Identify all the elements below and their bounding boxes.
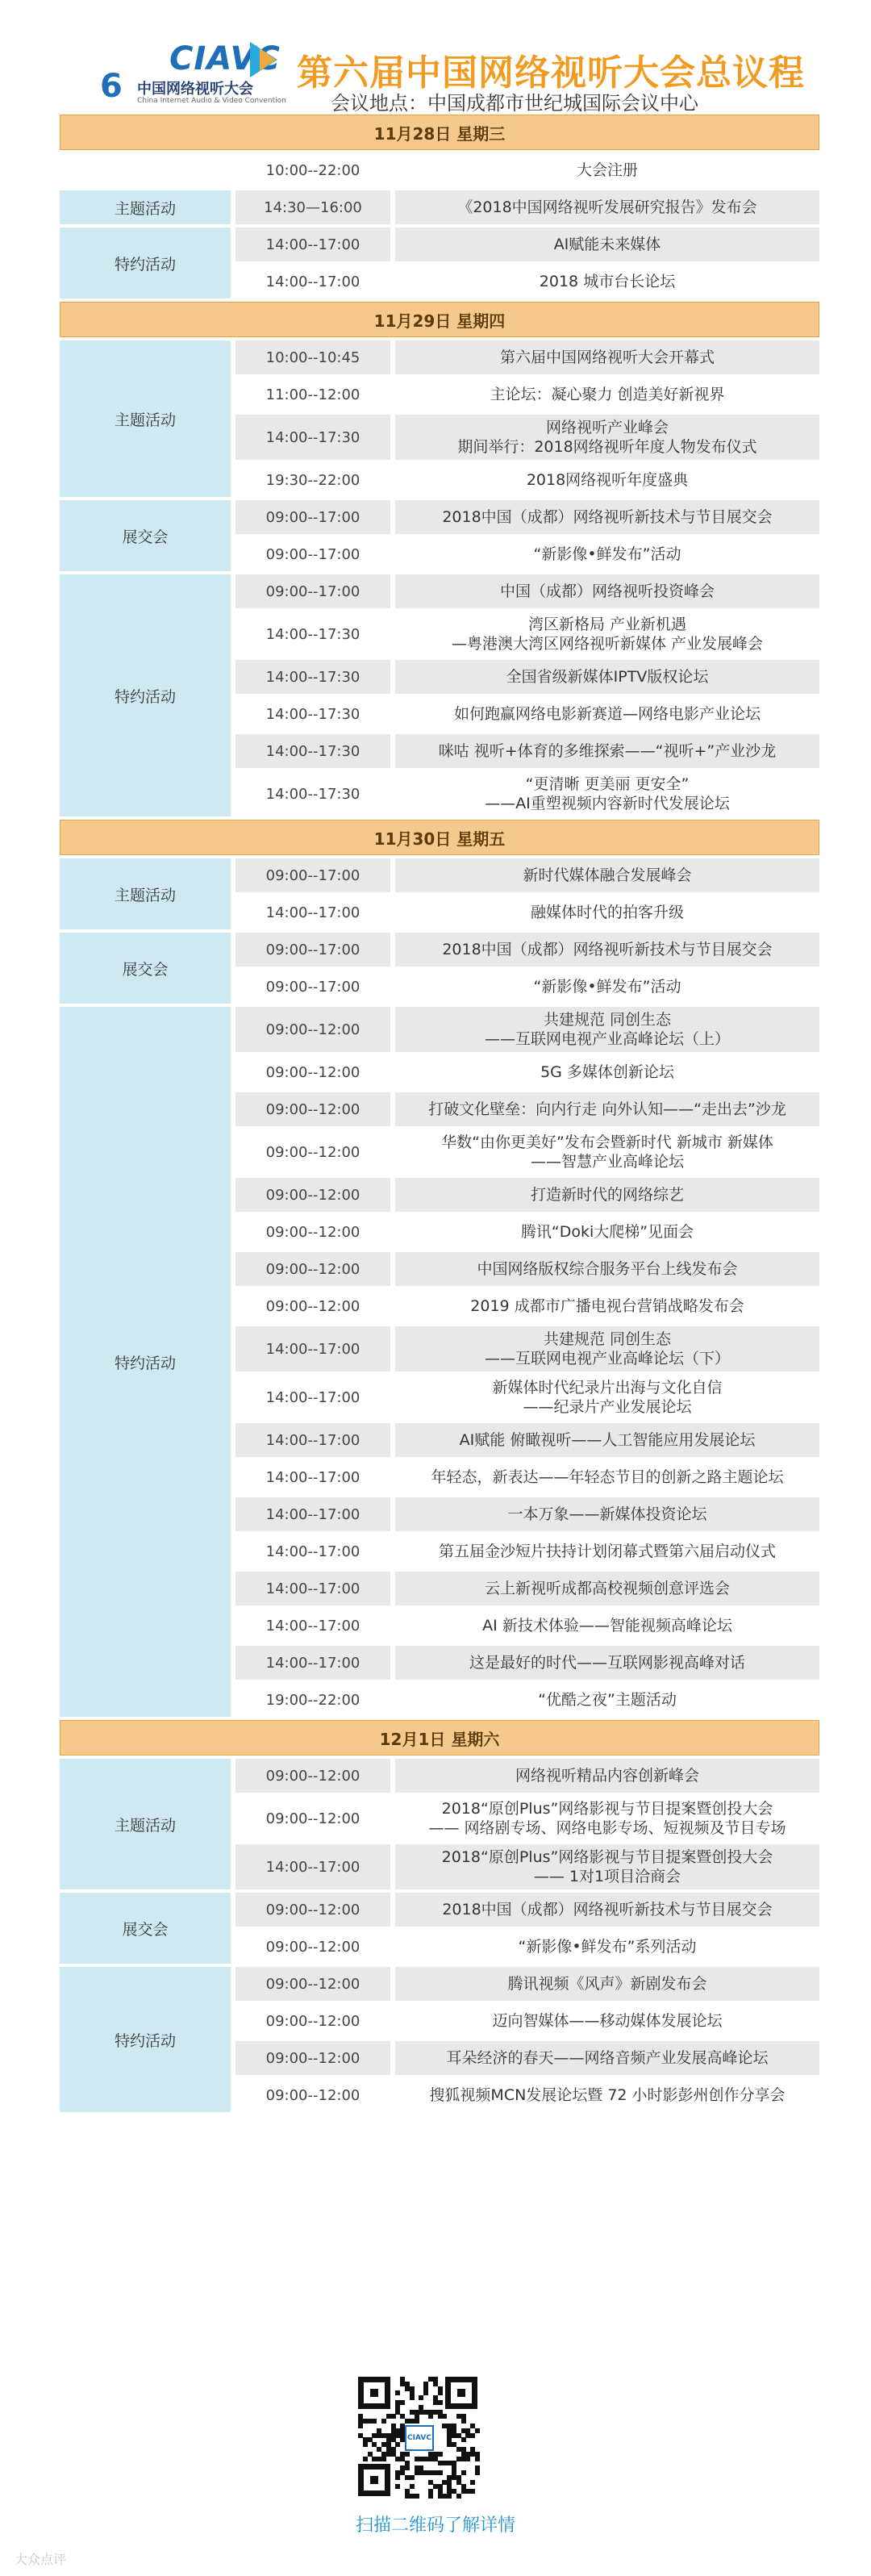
category-label: 特约活动	[60, 1007, 231, 1717]
category-group	[60, 933, 819, 1004]
session-title-line: 第五届金沙短片扶持计划闭幕式暨第六届启动仪式	[438, 1543, 776, 1560]
day-header: 11月28日 星期三	[60, 115, 819, 150]
session-title-line: 打破文化壁垒：向内行走 向外认知——“走出去”沙龙	[428, 1100, 786, 1118]
agenda-row	[235, 265, 819, 299]
session-title-line: AI赋能未来媒体	[553, 236, 661, 253]
session-time: 11:00--12:00	[235, 378, 390, 411]
qr-module	[363, 2457, 368, 2461]
category-group	[60, 153, 819, 187]
session-title-line: “优酷之夜”主题活动	[538, 1691, 677, 1709]
page-title: 第六届中国网络视听大会总议程	[297, 52, 805, 94]
category-label: 主题活动	[60, 190, 231, 224]
agenda-row	[235, 537, 819, 571]
session-title	[395, 1092, 819, 1126]
session-time: 14:00--17:00	[235, 1497, 390, 1531]
session-time: 14:00--17:00	[235, 1609, 390, 1643]
agenda-row	[235, 697, 819, 731]
agenda-row	[235, 1930, 819, 1964]
session-time: 09:00--12:00	[235, 1967, 390, 2001]
session-time: 09:00--12:00	[235, 1930, 390, 1964]
qr-module	[381, 2419, 386, 2424]
session-time: 14:00--17:30	[235, 734, 390, 768]
category-group	[60, 190, 819, 224]
watermark: 大众点评	[15, 2552, 67, 2567]
agenda-row	[235, 415, 819, 460]
qr-module	[428, 2494, 433, 2499]
session-time: 09:00--12:00	[235, 1129, 390, 1175]
qr-module	[438, 2390, 443, 2395]
session-time: 19:30--22:00	[235, 463, 390, 497]
session-title	[395, 340, 819, 374]
session-title	[395, 2004, 819, 2038]
day-header: 11月30日 星期五	[60, 820, 819, 855]
agenda-row	[235, 378, 819, 411]
session-title-line: 一本万象——新媒体投资论坛	[507, 1505, 707, 1523]
session-title	[395, 415, 819, 460]
session-time: 09:00--12:00	[235, 1252, 390, 1286]
session-title	[395, 1646, 819, 1680]
logo-brand-text: CIAVC	[169, 40, 281, 77]
agenda-row	[235, 340, 819, 374]
session-title-line: ——AI重塑视频内容新时代发展论坛	[485, 795, 730, 812]
agenda-row	[235, 2078, 819, 2112]
agenda-schedule	[60, 115, 819, 2112]
session-title-line: 第六届中国网络视听大会开幕式	[499, 349, 715, 366]
qr-module	[470, 2489, 475, 2494]
category-label: 展交会	[60, 500, 231, 571]
session-time: 14:00--17:30	[235, 771, 390, 816]
qr-module	[405, 2465, 410, 2470]
agenda-row	[235, 190, 819, 224]
session-title	[395, 1844, 819, 1889]
session-title-line: 共建规范 同创生态	[543, 1011, 672, 1029]
logo-english-name: China Internet Audio & Video Convention	[137, 97, 286, 105]
agenda-row	[235, 858, 819, 892]
session-title-line: —— 1对1项目洽商会	[533, 1868, 681, 1885]
session-time: 14:00--17:30	[235, 415, 390, 460]
session-title	[395, 1129, 819, 1175]
qr-module	[410, 2475, 415, 2480]
category-group	[60, 1893, 819, 1964]
qr-module	[461, 2419, 466, 2424]
session-title-line: “新影像•鲜发布”活动	[533, 545, 681, 563]
category-group	[60, 340, 819, 497]
day-section	[60, 302, 819, 816]
qr-module	[456, 2494, 461, 2499]
session-time: 14:00--17:00	[235, 1534, 390, 1568]
category-label: 特约活动	[60, 228, 231, 299]
session-title-line: 新媒体时代纪录片出海与文化自信	[492, 1379, 723, 1397]
qr-module	[438, 2452, 443, 2457]
venue-line: 会议地点：中国成都市世纪城国际会议中心	[331, 92, 698, 115]
session-title-line: 腾讯“Doki大爬梯”见面会	[520, 1223, 694, 1241]
agenda-row	[235, 1092, 819, 1126]
agenda-row	[235, 1534, 819, 1568]
session-time: 14:00--17:00	[235, 1460, 390, 1494]
agenda-row	[235, 1967, 819, 2001]
session-title-line: —粤港澳大湾区网络视听新媒体 产业发展峰会	[451, 635, 764, 653]
agenda-row	[235, 1215, 819, 1249]
session-title-line: 2018中国（成都）网络视听新技术与节目展交会	[442, 1901, 773, 1918]
qr-module	[438, 2400, 443, 2405]
session-title-line: 打造新时代的网络综艺	[530, 1186, 684, 1204]
session-title-line: 云上新视听成都高校视频创意评选会	[484, 1580, 730, 1597]
session-title-line: 2018中国（成都）网络视听新技术与节目展交会	[442, 941, 773, 958]
category-label: 特约活动	[60, 1967, 231, 2112]
qr-module	[358, 2424, 363, 2428]
qr-module	[442, 2414, 447, 2419]
day-section	[60, 820, 819, 1717]
category-label: 主题活动	[60, 858, 231, 929]
category-label: 主题活动	[60, 1759, 231, 1889]
session-time: 09:00--12:00	[235, 1178, 390, 1212]
session-title-line: 《2018中国网络视听发展研究报告》发布会	[457, 198, 757, 216]
session-time: 09:00--12:00	[235, 1289, 390, 1323]
session-title	[395, 153, 819, 187]
session-title	[395, 933, 819, 967]
session-title	[395, 1252, 819, 1286]
session-title	[395, 1007, 819, 1052]
qr-module	[423, 2390, 428, 2395]
day-section	[60, 115, 819, 299]
session-title-line: 2019 成都市广播电视台营销战略发布会	[470, 1297, 744, 1315]
session-title-line: 迈向智媒体——移动媒体发展论坛	[492, 2012, 723, 2030]
session-time: 09:00--12:00	[235, 1893, 390, 1927]
session-title-line: 2018 城市台长论坛	[539, 273, 676, 290]
qr-finder-pattern	[445, 2377, 477, 2409]
session-time: 09:00--12:00	[235, 2041, 390, 2075]
session-time: 10:00--10:45	[235, 340, 390, 374]
session-title-line: 2018中国（成都）网络视听新技术与节目展交会	[442, 508, 773, 526]
session-title	[395, 771, 819, 816]
qr-module	[475, 2428, 480, 2433]
session-title	[395, 896, 819, 929]
agenda-row	[235, 734, 819, 768]
session-time: 09:00--12:00	[235, 1055, 390, 1089]
qr-module	[438, 2470, 443, 2475]
category-label: 特约活动	[60, 574, 231, 816]
agenda-row	[235, 463, 819, 497]
session-title	[395, 1375, 819, 1420]
qr-module	[395, 2390, 400, 2395]
category-label	[60, 153, 231, 187]
session-title-line: 共建规范 同创生态	[543, 1330, 672, 1348]
agenda-row	[235, 1497, 819, 1531]
session-title-line: —— 网络剧专场、网络电影专场、短视频及节目专场	[428, 1819, 786, 1837]
session-title-line: 网络视听精品内容创新峰会	[515, 1767, 699, 1785]
agenda-row	[235, 1375, 819, 1420]
session-title-line: AI 新技术体验——智能视频高峰论坛	[482, 1617, 732, 1635]
qr-module	[475, 2457, 480, 2461]
session-time: 14:00--17:30	[235, 660, 390, 694]
session-title	[395, 1055, 819, 1089]
session-title	[395, 970, 819, 1004]
session-title	[395, 2078, 819, 2112]
agenda-row	[235, 970, 819, 1004]
session-time: 09:00--12:00	[235, 1007, 390, 1052]
session-title	[395, 1609, 819, 1643]
session-title-line: 这是最好的时代——互联网影视高峰对话	[469, 1654, 745, 1672]
session-title	[395, 228, 819, 261]
qr-module	[395, 2475, 400, 2480]
agenda-row	[235, 1178, 819, 1212]
session-time: 14:00--17:00	[235, 265, 390, 299]
session-title	[395, 1759, 819, 1793]
qr-module	[465, 2457, 470, 2461]
session-title	[395, 2041, 819, 2075]
session-time: 09:00--12:00	[235, 1215, 390, 1249]
session-title	[395, 1930, 819, 1964]
page-header	[0, 0, 871, 113]
session-title	[395, 1289, 819, 1323]
session-title-line: 大会注册	[576, 161, 638, 179]
session-time: 09:00--17:00	[235, 537, 390, 571]
session-title-line: 年轻态，新表达——年轻态节目的创新之路主题论坛	[431, 1468, 784, 1486]
qr-module	[400, 2400, 405, 2405]
agenda-row	[235, 153, 819, 187]
session-title	[395, 574, 819, 608]
session-title	[395, 697, 819, 731]
scan-instruction: 扫描二维码了解详情	[355, 2515, 515, 2536]
session-time: 14:00--17:00	[235, 1423, 390, 1457]
session-title	[395, 537, 819, 571]
session-title	[395, 1796, 819, 1841]
session-title	[395, 1497, 819, 1531]
agenda-row	[235, 1759, 819, 1793]
qr-module	[372, 2419, 377, 2424]
session-title-line: 融媒体时代的拍客升级	[530, 904, 684, 921]
session-title-line: 5G 多媒体创新论坛	[540, 1063, 674, 1081]
session-time: 14:00--17:30	[235, 612, 390, 657]
agenda-row	[235, 1683, 819, 1717]
qr-module	[395, 2442, 400, 2447]
session-title	[395, 1893, 819, 1927]
session-title-line: “新影像•鲜发布”系列活动	[518, 1938, 697, 1956]
session-title-line: 网络视听产业峰会	[545, 419, 669, 436]
session-title-line: 腾讯视频《风声》新剧发布会	[507, 1975, 707, 1993]
category-group	[60, 1007, 819, 1717]
session-time: 09:00--17:00	[235, 970, 390, 1004]
session-title	[395, 1178, 819, 1212]
agenda-row	[235, 1460, 819, 1494]
session-time: 09:00--17:00	[235, 500, 390, 534]
session-title-line: 咪咕 视听+体育的多维探索——“视听+”产业沙龙	[438, 742, 777, 760]
session-title-line: 期间举行：2018网络视听年度人物发布仪式	[457, 438, 757, 456]
session-time: 09:00--12:00	[235, 2004, 390, 2038]
agenda-row	[235, 612, 819, 657]
session-title	[395, 1460, 819, 1494]
qr-module	[391, 2414, 396, 2419]
session-time: 14:00--17:00	[235, 1375, 390, 1420]
session-title-line: “更清晰 更美丽 更安全”	[525, 775, 690, 793]
session-title-line: 中国（成都）网络视听投资峰会	[499, 582, 715, 600]
category-label: 展交会	[60, 1893, 231, 1964]
qr-center-logo: CIAVC	[405, 2425, 434, 2451]
category-group	[60, 228, 819, 299]
agenda-row	[235, 660, 819, 694]
agenda-row	[235, 771, 819, 816]
session-time: 09:00--12:00	[235, 1796, 390, 1841]
day-header: 11月29日 星期四	[60, 302, 819, 337]
session-time: 09:00--17:00	[235, 574, 390, 608]
day-header: 12月1日 星期六	[60, 1720, 819, 1756]
qr-module	[461, 2437, 466, 2442]
session-title-line: 华数“由你更美好”发布会暨新时代 新城市 新媒体	[441, 1134, 773, 1151]
session-time: 19:00--22:00	[235, 1683, 390, 1717]
category-group	[60, 1759, 819, 1889]
session-time: 14:00--17:00	[235, 1646, 390, 1680]
agenda-row	[235, 1129, 819, 1175]
qr-module	[475, 2470, 480, 2475]
agenda-row	[235, 2041, 819, 2075]
session-time: 14:00--17:00	[235, 1844, 390, 1889]
agenda-row	[235, 1893, 819, 1927]
agenda-row	[235, 1289, 819, 1323]
session-title-line: ——纪录片产业发展论坛	[523, 1398, 692, 1416]
agenda-row	[235, 933, 819, 967]
qr-finder-pattern	[358, 2464, 390, 2496]
session-time: 14:00--17:30	[235, 697, 390, 731]
category-group	[60, 1967, 819, 2112]
category-group	[60, 858, 819, 929]
qr-module	[415, 2419, 419, 2424]
day-section	[60, 1720, 819, 2112]
session-title	[395, 1683, 819, 1717]
session-time: 14:30—16:00	[235, 190, 390, 224]
session-title-line: 耳朵经济的春天——网络音频产业发展高峰论坛	[446, 2049, 769, 2067]
session-title-line: 2018“原创Plus”网络影视与节目提案暨创投大会	[441, 1800, 773, 1818]
session-title-line: ——互联网电视产业高峰论坛（下）	[484, 1350, 730, 1367]
session-title-line: 2018“原创Plus”网络影视与节目提案暨创投大会	[441, 1848, 773, 1866]
session-title-line: 2018网络视听年度盛典	[526, 471, 689, 489]
agenda-row	[235, 1055, 819, 1089]
agenda-row	[235, 500, 819, 534]
qr-module	[461, 2470, 466, 2475]
logo-edition-number: 6	[100, 68, 123, 105]
agenda-row	[235, 1609, 819, 1643]
session-title	[395, 265, 819, 299]
session-title	[395, 1967, 819, 2001]
agenda-row	[235, 1326, 819, 1372]
agenda-row	[235, 1007, 819, 1052]
agenda-row	[235, 896, 819, 929]
agenda-row	[235, 1252, 819, 1286]
agenda-row	[235, 574, 819, 608]
qr-code[interactable]	[355, 2374, 481, 2499]
category-label: 主题活动	[60, 340, 231, 497]
qr-module	[395, 2484, 400, 2489]
category-group	[60, 574, 819, 816]
agenda-row	[235, 2004, 819, 2038]
session-title	[395, 858, 819, 892]
logo-chinese-name: 中国网络视听大会	[137, 81, 253, 98]
session-title	[395, 1423, 819, 1457]
session-title-line: “新影像•鲜发布”活动	[533, 978, 681, 996]
session-title-line: AI赋能 俯瞰视听——人工智能应用发展论坛	[459, 1431, 756, 1449]
qr-finder-pattern	[358, 2377, 390, 2409]
session-title	[395, 734, 819, 768]
play-triangle-accent-icon	[260, 48, 276, 71]
session-title	[395, 378, 819, 411]
session-title	[395, 1215, 819, 1249]
session-time: 14:00--17:00	[235, 1572, 390, 1605]
qr-module	[415, 2494, 419, 2499]
qr-module	[470, 2433, 475, 2438]
agenda-row	[235, 1572, 819, 1605]
session-title-line: 新时代媒体融合发展峰会	[523, 866, 692, 884]
session-time: 09:00--12:00	[235, 2078, 390, 2112]
session-title	[395, 1572, 819, 1605]
ciavc-logo	[81, 32, 298, 105]
qr-module	[470, 2480, 475, 2485]
session-title	[395, 190, 819, 224]
session-title-line: 主论坛：凝心聚力 创造美好新视界	[490, 386, 725, 403]
category-label: 展交会	[60, 933, 231, 1004]
agenda-row	[235, 1844, 819, 1889]
session-title-line: ——智慧产业高峰论坛	[530, 1153, 684, 1171]
agenda-row	[235, 1796, 819, 1841]
qr-module	[410, 2484, 415, 2489]
session-time: 09:00--12:00	[235, 1092, 390, 1126]
qr-module	[447, 2494, 452, 2499]
qr-module	[363, 2442, 368, 2447]
session-time: 14:00--17:00	[235, 1326, 390, 1372]
session-title-line: ——互联网电视产业高峰论坛（上）	[484, 1030, 730, 1048]
session-title	[395, 1326, 819, 1372]
session-time: 14:00--17:00	[235, 228, 390, 261]
session-time: 09:00--17:00	[235, 858, 390, 892]
session-time: 10:00--22:00	[235, 153, 390, 187]
qr-module	[410, 2395, 415, 2400]
session-title-line: 全国省级新媒体IPTV版权论坛	[506, 668, 709, 686]
session-title	[395, 500, 819, 534]
session-title-line: 搜狐视频MCN发展论坛暨 72 小时影彭州创作分享会	[429, 2086, 786, 2104]
session-title	[395, 612, 819, 657]
session-title	[395, 1534, 819, 1568]
session-title	[395, 463, 819, 497]
qr-module	[419, 2395, 423, 2400]
qr-module	[428, 2414, 433, 2419]
agenda-row	[235, 228, 819, 261]
session-time: 14:00--17:00	[235, 896, 390, 929]
session-title	[395, 660, 819, 694]
session-title-line: 中国网络版权综合服务平台上线发布会	[477, 1260, 738, 1278]
session-title-line: 湾区新格局 产业新机遇	[527, 616, 687, 633]
qr-module	[381, 2457, 386, 2461]
qr-module	[405, 2452, 410, 2457]
category-group	[60, 500, 819, 571]
session-time: 09:00--17:00	[235, 933, 390, 967]
agenda-row	[235, 1423, 819, 1457]
agenda-row	[235, 1646, 819, 1680]
session-time: 09:00--12:00	[235, 1759, 390, 1793]
session-title-line: 如何跑赢网络电影新赛道—网络电影产业论坛	[453, 705, 761, 723]
